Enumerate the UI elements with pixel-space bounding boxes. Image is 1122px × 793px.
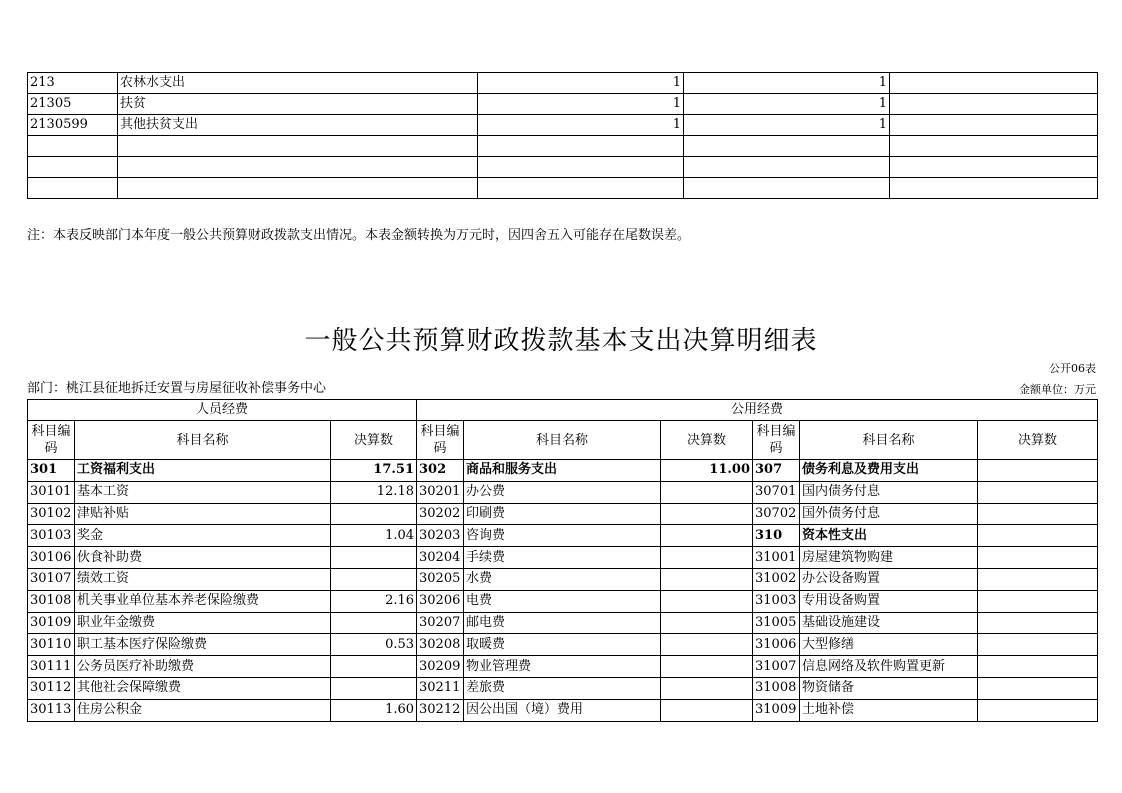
col-header-amount: 决算数	[331, 421, 417, 460]
cell-code: 31005	[753, 612, 800, 634]
cell-name: 土地补偿	[800, 699, 978, 721]
cell-amount: 1.60	[331, 699, 417, 721]
cell-amount	[978, 568, 1098, 590]
department-label: 部门：桃江县征地拆迁安置与房屋征收补偿事务中心	[27, 381, 327, 396]
top-expenditure-table	[27, 72, 1098, 199]
cell-amount	[978, 481, 1098, 503]
row-value: 1	[684, 94, 890, 115]
top-table-row	[28, 157, 1098, 178]
cell-code: 30112	[28, 677, 75, 699]
cell-name: 债务利息及费用支出	[800, 460, 978, 482]
col-header-amount: 决算数	[661, 421, 753, 460]
personnel-group-header: 人员经费	[28, 400, 417, 421]
row-code	[28, 178, 118, 199]
cell-code: 30205	[417, 568, 464, 590]
table-note: 注：本表反映部门本年度一般公共预算财政拨款支出情况。本表金额转换为万元时，因四舍五入可能存在尾数误差。	[27, 228, 691, 243]
cell-name: 邮电费	[464, 612, 661, 634]
row-value	[890, 115, 1098, 136]
cell-amount	[978, 677, 1098, 699]
row-name: 扶贫	[118, 94, 478, 115]
row-name	[118, 178, 478, 199]
row-value	[890, 157, 1098, 178]
row-value	[890, 73, 1098, 94]
cell-name: 资本性支出	[800, 525, 978, 547]
cell-code: 302	[417, 460, 464, 482]
col-header-code: 科目编码	[753, 421, 800, 460]
cell-amount	[331, 656, 417, 678]
cell-amount	[331, 612, 417, 634]
cell-name: 住房公积金	[75, 699, 331, 721]
group-header-row	[28, 400, 1098, 421]
col-header-name: 科目名称	[75, 421, 331, 460]
cell-name: 物业管理费	[464, 656, 661, 678]
cell-amount	[661, 503, 753, 525]
cell-amount	[331, 547, 417, 569]
row-name: 农林水支出	[118, 73, 478, 94]
cell-name: 办公费	[464, 481, 661, 503]
cell-code: 30201	[417, 481, 464, 503]
cell-amount: 0.53	[331, 634, 417, 656]
cell-name: 其他社会保障缴费	[75, 677, 331, 699]
cell-code: 301	[28, 460, 75, 482]
cell-amount	[978, 590, 1098, 612]
table-row	[28, 568, 1098, 590]
cell-amount	[661, 634, 753, 656]
cell-amount: 12.18	[331, 481, 417, 503]
cell-amount	[661, 481, 753, 503]
table-row	[28, 656, 1098, 678]
cell-code: 31008	[753, 677, 800, 699]
cell-name: 公务员医疗补助缴费	[75, 656, 331, 678]
cell-amount	[661, 547, 753, 569]
cell-name: 国内债务付息	[800, 481, 978, 503]
cell-name: 房屋建筑物购建	[800, 547, 978, 569]
cell-amount	[978, 699, 1098, 721]
row-value	[684, 157, 890, 178]
cell-amount: 2.16	[331, 590, 417, 612]
table-row	[28, 547, 1098, 569]
cell-code: 30207	[417, 612, 464, 634]
top-table-row	[28, 178, 1098, 199]
cell-name: 基本工资	[75, 481, 331, 503]
cell-amount: 17.51	[331, 460, 417, 482]
row-code	[28, 157, 118, 178]
row-value	[478, 157, 684, 178]
cell-amount	[661, 612, 753, 634]
top-table-row	[28, 115, 1098, 136]
cell-amount	[661, 656, 753, 678]
cell-amount	[331, 503, 417, 525]
col-header-name: 科目名称	[464, 421, 661, 460]
cell-name: 因公出国（境）费用	[464, 699, 661, 721]
basic-expenditure-detail-table	[27, 399, 1098, 722]
cell-name: 工资福利支出	[75, 460, 331, 482]
cell-code: 31002	[753, 568, 800, 590]
row-code: 2130599	[28, 115, 118, 136]
col-header-name: 科目名称	[800, 421, 978, 460]
cell-name: 大型修缮	[800, 634, 978, 656]
cell-amount	[978, 547, 1098, 569]
cell-amount	[978, 656, 1098, 678]
cell-name: 津贴补贴	[75, 503, 331, 525]
row-name	[118, 136, 478, 157]
row-value	[890, 94, 1098, 115]
cell-code: 30206	[417, 590, 464, 612]
cell-name: 水费	[464, 568, 661, 590]
form-number: 公开06表	[1049, 362, 1096, 375]
row-code: 21305	[28, 94, 118, 115]
cell-code: 30202	[417, 503, 464, 525]
row-value: 1	[478, 73, 684, 94]
top-table-row	[28, 136, 1098, 157]
cell-name: 国外债务付息	[800, 503, 978, 525]
table-row	[28, 481, 1098, 503]
cell-code: 30113	[28, 699, 75, 721]
row-value	[478, 136, 684, 157]
cell-name: 职业年金缴费	[75, 612, 331, 634]
row-code: 213	[28, 73, 118, 94]
col-header-code: 科目编码	[417, 421, 464, 460]
row-value: 1	[478, 115, 684, 136]
row-name: 其他扶贫支出	[118, 115, 478, 136]
cell-code: 31009	[753, 699, 800, 721]
cell-name: 咨询费	[464, 525, 661, 547]
column-header-row	[28, 421, 1098, 460]
cell-name: 奖金	[75, 525, 331, 547]
cell-name: 手续费	[464, 547, 661, 569]
row-value	[478, 178, 684, 199]
cell-code: 30111	[28, 656, 75, 678]
row-name	[118, 157, 478, 178]
cell-code: 30203	[417, 525, 464, 547]
cell-amount	[661, 568, 753, 590]
table-row	[28, 525, 1098, 547]
cell-code: 31007	[753, 656, 800, 678]
cell-code: 30211	[417, 677, 464, 699]
cell-code: 307	[753, 460, 800, 482]
row-value	[684, 136, 890, 157]
cell-code: 31001	[753, 547, 800, 569]
cell-amount	[661, 590, 753, 612]
row-value: 1	[478, 94, 684, 115]
row-value: 1	[684, 73, 890, 94]
cell-code: 30101	[28, 481, 75, 503]
page-title: 一般公共预算财政拨款基本支出决算明细表	[304, 326, 818, 356]
cell-code: 31006	[753, 634, 800, 656]
cell-amount	[661, 699, 753, 721]
cell-code: 30109	[28, 612, 75, 634]
table-row	[28, 699, 1098, 721]
cell-name: 伙食补助费	[75, 547, 331, 569]
table-row	[28, 503, 1098, 525]
table-row	[28, 460, 1098, 482]
cell-code: 310	[753, 525, 800, 547]
cell-code: 30110	[28, 634, 75, 656]
cell-code: 30106	[28, 547, 75, 569]
cell-name: 机关事业单位基本养老保险缴费	[75, 590, 331, 612]
cell-amount	[978, 612, 1098, 634]
cell-name: 办公设备购置	[800, 568, 978, 590]
cell-name: 电费	[464, 590, 661, 612]
cell-code: 30102	[28, 503, 75, 525]
cell-amount	[331, 568, 417, 590]
cell-name: 取暖费	[464, 634, 661, 656]
cell-amount: 1.04	[331, 525, 417, 547]
row-value	[684, 178, 890, 199]
cell-name: 基础设施建设	[800, 612, 978, 634]
col-header-code: 科目编码	[28, 421, 75, 460]
cell-code: 30702	[753, 503, 800, 525]
cell-name: 商品和服务支出	[464, 460, 661, 482]
cell-code: 30208	[417, 634, 464, 656]
col-header-amount: 决算数	[978, 421, 1098, 460]
cell-name: 物资储备	[800, 677, 978, 699]
table-row	[28, 612, 1098, 634]
row-value: 1	[684, 115, 890, 136]
cell-code: 30107	[28, 568, 75, 590]
cell-amount	[978, 634, 1098, 656]
cell-name: 差旅费	[464, 677, 661, 699]
cell-name: 信息网络及软件购置更新	[800, 656, 978, 678]
top-table-row	[28, 94, 1098, 115]
cell-name: 专用设备购置	[800, 590, 978, 612]
row-code	[28, 136, 118, 157]
cell-amount	[978, 503, 1098, 525]
table-row	[28, 590, 1098, 612]
cell-code: 31003	[753, 590, 800, 612]
cell-amount: 11.00	[661, 460, 753, 482]
cell-name: 印刷费	[464, 503, 661, 525]
row-value	[890, 178, 1098, 199]
cell-amount	[978, 525, 1098, 547]
row-value	[890, 136, 1098, 157]
top-table-row	[28, 73, 1098, 94]
amount-unit-label: 金额单位：万元	[1019, 383, 1096, 396]
cell-amount	[661, 677, 753, 699]
cell-amount	[978, 460, 1098, 482]
cell-name: 绩效工资	[75, 568, 331, 590]
cell-code: 30108	[28, 590, 75, 612]
table-row	[28, 634, 1098, 656]
public-group-header: 公用经费	[417, 400, 1098, 421]
cell-code: 30209	[417, 656, 464, 678]
cell-amount	[661, 525, 753, 547]
cell-code: 30701	[753, 481, 800, 503]
cell-code: 30204	[417, 547, 464, 569]
cell-code: 30212	[417, 699, 464, 721]
cell-name: 职工基本医疗保险缴费	[75, 634, 331, 656]
cell-code: 30103	[28, 525, 75, 547]
cell-amount	[331, 677, 417, 699]
table-row	[28, 677, 1098, 699]
